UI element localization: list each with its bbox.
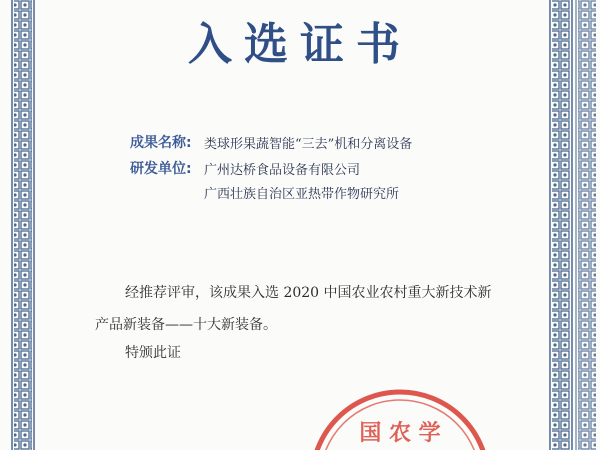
developer-unit-2: 广西壮族自治区亚热带作物研究所	[204, 187, 400, 202]
result-name-label: 成果名称:	[130, 135, 192, 151]
developer-label: 研发单位:	[130, 161, 192, 177]
developer-unit-1: 广州达桥食品设备有限公司	[204, 163, 361, 178]
closing-text: 特颁此证	[125, 345, 181, 361]
official-seal	[300, 380, 500, 450]
certificate-title: 入选证书	[188, 19, 412, 70]
result-name-value: 类球形果蔬智能“三去”机和分离设备	[204, 137, 413, 152]
body-paragraph-line-1: 经推荐评审，该成果入选 2020 中国农业农村重大新技术新	[125, 285, 492, 301]
body-paragraph-line-2: 产品新装备——十大新装备。	[95, 317, 277, 333]
seal-text: 国 农 学	[359, 420, 441, 446]
